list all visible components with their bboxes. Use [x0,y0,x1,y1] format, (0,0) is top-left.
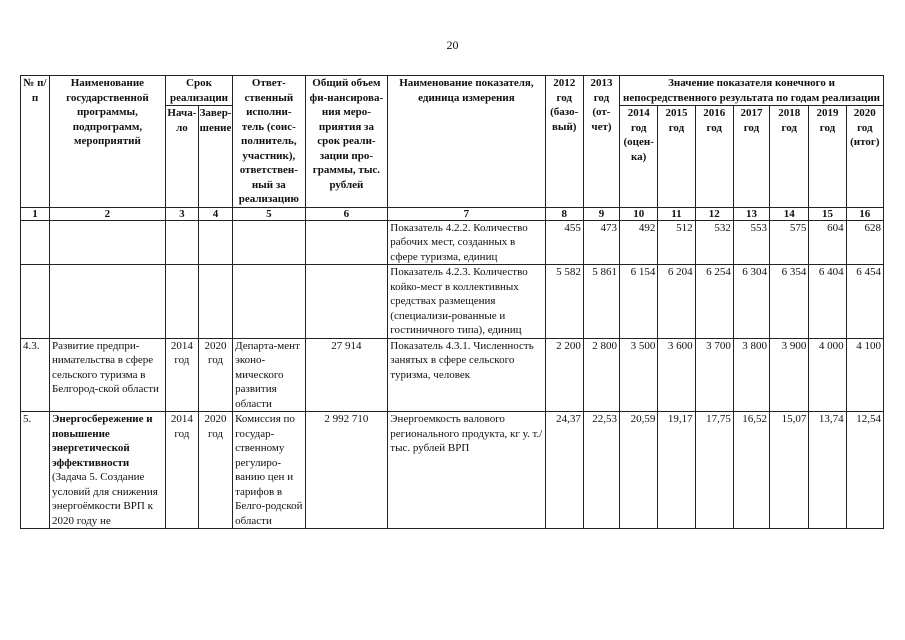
total-volume: 2 992 710 [305,412,388,529]
value-2018: 3 900 [770,338,809,412]
column-number: 13 [733,207,769,220]
table-row [21,412,884,529]
value-2018: 6 354 [770,265,809,339]
header-year-2017: 2017 год [733,106,769,208]
header-indicator-values: Значение показателя конечного и непосредственного результата по годам реализации [620,76,884,106]
value-2016: 6 254 [695,265,733,339]
header-start: Нача-ло [165,106,198,208]
value-2017: 6 304 [733,265,769,339]
value-2014: 6 154 [620,265,658,339]
value-2013: 22,53 [583,412,619,529]
value-2016: 532 [695,220,733,265]
column-number: 2 [49,207,165,220]
column-number: 15 [809,207,846,220]
indicator-name: Энергоемкость валового регионального продукта, кг у. т./тыс. рублей ВРП [388,412,545,529]
column-number: 8 [545,207,583,220]
value-2020: 12,54 [846,412,883,529]
program-name [49,412,165,529]
header-year-2013: 2013 год (от-чет) [583,76,619,208]
column-number: 4 [198,207,232,220]
value-2017: 16,52 [733,412,769,529]
header-total-volume: Общий объем фи-нансирова-ния меро-приятия за срок реали-зации про-граммы, тыс. рублей [305,76,388,208]
column-number: 11 [658,207,695,220]
end-year: 2020 год [198,338,232,412]
value-2019: 6 404 [809,265,846,339]
value-2020: 6 454 [846,265,883,339]
indicator-name: Показатель 4.2.2. Количество рабочих мест, созданных в сфере туризма, единиц [388,220,545,265]
value-2016: 17,75 [695,412,733,529]
responsible-executor: Комиссия по государ-ственному регулиро-ванию цен и тарифов в Белго-родской области [233,412,305,529]
value-2014: 20,59 [620,412,658,529]
column-number: 16 [846,207,883,220]
table-row [21,265,884,339]
value-2016: 3 700 [695,338,733,412]
value-2020: 4 100 [846,338,883,412]
column-number: 9 [583,207,619,220]
header-program-name: Наименование государственной программы, подпрограмм, мероприятий [49,76,165,208]
value-2015: 6 204 [658,265,695,339]
header-year-2020: 2020 год (итог) [846,106,883,208]
header-year-2019: 2019 год [809,106,846,208]
value-2019: 4 000 [809,338,846,412]
column-number-row [21,207,884,220]
header-term: Срок реализации [165,76,232,106]
value-2019: 604 [809,220,846,265]
page-number: 20 [446,38,459,52]
table-row [21,338,884,412]
column-number: 12 [695,207,733,220]
program-name: Развитие предпри-нимательства в сфере сельского туризма в Белгород-ской области [49,338,165,412]
column-number: 7 [388,207,545,220]
header-indicator-name: Наименование показателя, единица измерения [388,76,545,208]
indicator-name: Показатель 4.2.3. Количество койко-мест в коллективных средствах размещения (специализи-рованные и гостиничного типа), единиц [388,265,545,339]
value-2015: 512 [658,220,695,265]
column-number: 6 [305,207,388,220]
header-year-2014: 2014 год (оцен-ка) [620,106,658,208]
value-2018: 15,07 [770,412,809,529]
total-volume: 27 914 [305,338,388,412]
value-2015: 3 600 [658,338,695,412]
indicator-table [20,75,884,529]
table-row [21,220,884,265]
column-number: 3 [165,207,198,220]
header-year-2016: 2016 год [695,106,733,208]
start-year: 2014 год [165,338,198,412]
value-2012: 2 200 [545,338,583,412]
value-2013: 473 [583,220,619,265]
responsible-executor: Департа-мент эконо-мического развития области [233,338,305,412]
value-2018: 575 [770,220,809,265]
indicator-name: Показатель 4.3.1. Численность занятых в сфере сельского туризма, человек [388,338,545,412]
value-2012: 24,37 [545,412,583,529]
value-2012: 455 [545,220,583,265]
value-2017: 553 [733,220,769,265]
header-year-2012: 2012 год (базо-вый) [545,76,583,208]
value-2014: 492 [620,220,658,265]
column-number: 5 [233,207,305,220]
row-number: 4.3. [21,338,50,412]
column-number: 1 [21,207,50,220]
row-number: 5. [21,412,50,529]
end-year: 2020 год [198,412,232,529]
value-2013: 5 861 [583,265,619,339]
value-2020: 628 [846,220,883,265]
value-2017: 3 800 [733,338,769,412]
value-2012: 5 582 [545,265,583,339]
column-number: 14 [770,207,809,220]
value-2015: 19,17 [658,412,695,529]
header-end: Завер-шение [198,106,232,208]
header-year-2015: 2015 год [658,106,695,208]
program-name-bold: Энергосбережение и повышение энергетической эффективности [51,413,153,469]
column-number: 10 [620,207,658,220]
program-name-task: (Задача 5. Создание условий для снижения энергоёмкости ВРП к 2020 году не [51,471,158,527]
header-number: № п/п [21,76,50,208]
header-responsible: Ответ-ственный исполни-тель (соис-полнитель, участник), ответствен-ный за реализацию [233,76,305,208]
start-year: 2014 год [165,412,198,529]
value-2013: 2 800 [583,338,619,412]
header-year-2018: 2018 год [770,106,809,208]
value-2014: 3 500 [620,338,658,412]
value-2019: 13,74 [809,412,846,529]
